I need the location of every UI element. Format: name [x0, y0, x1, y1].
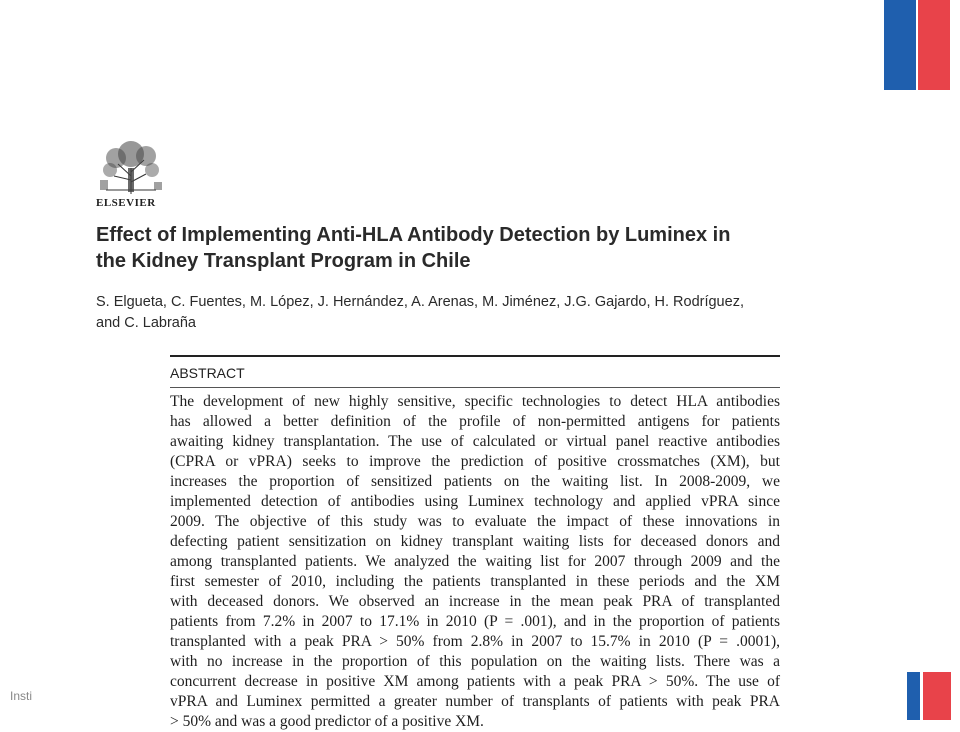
abstract-line: has allowed a better definition of the profile of non-permitted antigens for patients	[170, 413, 780, 430]
abstract-text	[170, 392, 780, 732]
abstract-line: vPRA and Luminex permitted a greater number of transplants of patients with peak PRA	[170, 693, 780, 710]
elsevier-logo	[96, 138, 168, 209]
abstract-line: The development of new highly sensitive, specific technologies to detect HLA antibodies	[170, 393, 780, 410]
abstract-line: with deceased donors. We observed an increase in the mean peak PRA of transplanted	[170, 593, 780, 610]
abstract-heading: ABSTRACT	[170, 365, 245, 381]
abstract-line: among transplanted patients. We analyzed the waiting list for 2007 through 2009 and the	[170, 553, 780, 570]
abstract-line: 2009. The objective of this study was to evaluate the impact of these innovations in	[170, 513, 780, 530]
abstract-divider	[170, 387, 780, 388]
abstract-line: awaiting kidney transplantation. The use of calculated or virtual panel reactive antibodies	[170, 433, 780, 450]
abstract-line: > 50% and was a good predictor of a positive XM.	[170, 713, 484, 730]
author-list	[96, 292, 836, 334]
chile-flag-decoration-top	[884, 0, 950, 90]
abstract-line: first semester of 2010, including the patients transplanted in these periods and the XM	[170, 573, 780, 590]
abstract-line: transplanted with a peak PRA > 50% from 2.8% in 2007 to 15.7% in 2010 (P = .0001),	[170, 633, 780, 650]
abstract-line: with no increase in the proportion of this population on the waiting lists. There was a	[170, 653, 780, 670]
authors-line: S. Elgueta, C. Fuentes, M. López, J. Hernández, A. Arenas, M. Jiménez, J.G. Gajardo, H. Rodríguez,	[96, 294, 744, 310]
authors-line: and C. Labraña	[96, 315, 196, 331]
footer-text-fragment: Insti	[10, 689, 33, 703]
elsevier-tree-icon	[96, 138, 166, 196]
title-line: the Kidney Transplant Program in Chile	[96, 250, 471, 272]
title-line: Effect of Implementing Anti-HLA Antibody Detection by Luminex in	[96, 224, 731, 246]
abstract-line: defecting patient sensitization on kidney transplant waiting lists for deceased donors and	[170, 533, 780, 550]
abstract-line: patients from 7.2% in 2007 to 17.1% in 2010 (P = .001), and in the proportion of patients	[170, 613, 780, 630]
abstract-line: implemented detection of antibodies using Luminex technology and applied vPRA since	[170, 493, 780, 510]
paper-title	[96, 222, 856, 274]
abstract-line: concurrent decrease in positive XM among patients with a peak PRA > 50%. The use of	[170, 673, 780, 690]
abstract-line: increases the proportion of sensitized patients on the waiting list. In 2008-2009, we	[170, 473, 780, 490]
chile-flag-decoration-bottom	[907, 672, 951, 720]
abstract-section	[170, 355, 780, 732]
abstract-line: (CPRA or vPRA) seeks to improve the prediction of positive crossmatches (XM), but	[170, 453, 780, 470]
elsevier-wordmark: ELSEVIER	[96, 197, 156, 209]
